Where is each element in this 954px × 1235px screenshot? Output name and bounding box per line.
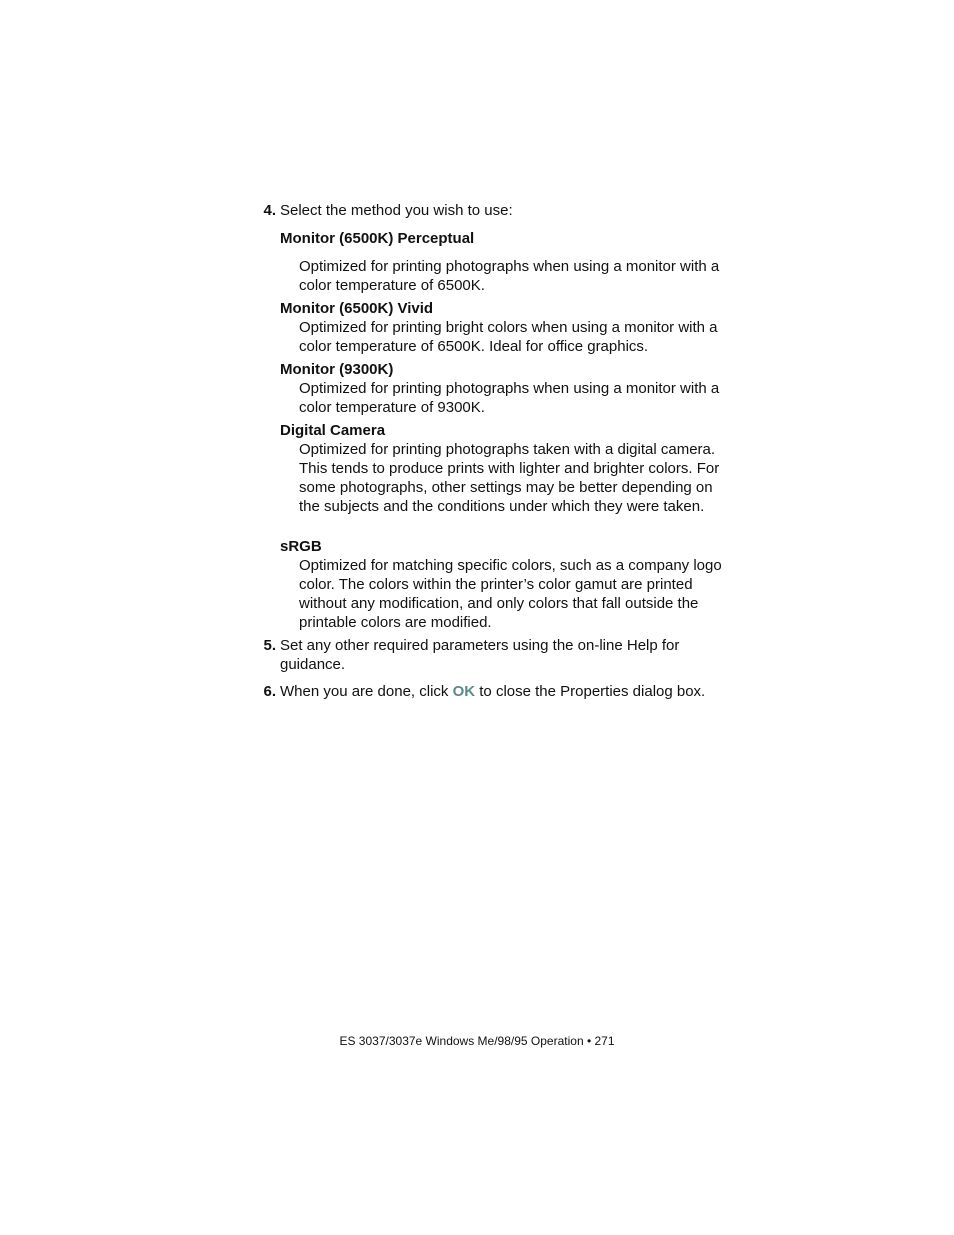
method-name: Monitor (6500K) Vivid xyxy=(280,300,434,317)
step-number: 4. xyxy=(263,202,276,219)
step-text-after: to close the Properties dialog box. xyxy=(475,683,706,700)
method-description: Optimized for printing photographs when using a monitor with a color temperature of 6500K. xyxy=(299,258,720,294)
method-monitor-6500k-perceptual xyxy=(280,229,730,295)
method-name: Monitor (9300K) xyxy=(280,361,394,378)
step-text: Select the method you wish to use: xyxy=(280,202,513,219)
method-name: Digital Camera xyxy=(280,422,386,439)
method-monitor-6500k-vivid xyxy=(280,299,730,356)
method-name: sRGB xyxy=(280,538,322,555)
ok-button-reference: OK xyxy=(452,683,476,700)
step-text xyxy=(280,682,740,701)
step-text-before: When you are done, click xyxy=(280,683,453,700)
method-monitor-9300k xyxy=(280,360,730,417)
step-number: 6. xyxy=(263,683,276,700)
step-number: 5. xyxy=(263,637,276,654)
method-description: Optimized for printing bright colors when using a monitor with a color temperature of 6500K. Ideal for office graphics. xyxy=(299,319,718,355)
page-footer: ES 3037/3037e Windows Me/98/95 Operation • 271 xyxy=(339,1034,615,1048)
method-description: Optimized for printing photographs taken with a digital camera. This tends to produce prints with lighter and brighter colors. For some photographs, other settings may be better depending on the subjects and the conditions under which they were taken. xyxy=(299,441,720,515)
method-description: Optimized for printing photographs when using a monitor with a color temperature of 9300K. xyxy=(299,380,720,416)
method-digital-camera xyxy=(280,421,730,516)
step-text: Set any other required parameters using the on-line Help for guidance. xyxy=(280,637,680,673)
method-description: Optimized for matching specific colors, such as a company logo color. The colors within the printer’s color gamut are printed without any modification, and only colors that fall outside the printable colors are modified. xyxy=(299,557,722,631)
method-srgb xyxy=(280,537,730,632)
method-name: Monitor (6500K) Perceptual xyxy=(280,230,475,247)
